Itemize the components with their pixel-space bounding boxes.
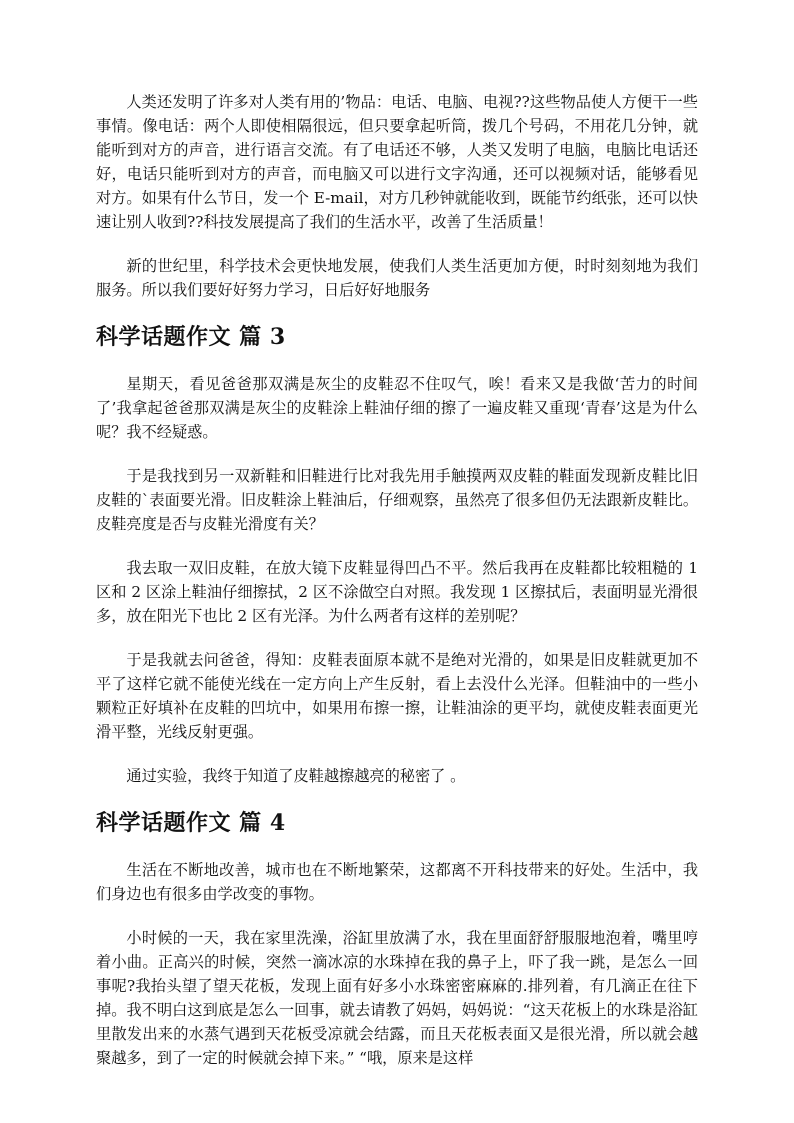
paragraph-compare-shoes: 于是我找到另一双新鞋和旧鞋进行比对我先用手触摸两双皮鞋的鞋面发现新皮鞋比旧皮鞋的`表面要光滑。旧皮鞋涂上鞋油后，仔细观察，虽然亮了很多但仍无法跟新皮鞋比。皮鞋亮度是否与皮鞋光滑度有关？ (96, 467, 698, 533)
paragraph-ask-dad: 于是我就去问爸爸，得知：皮鞋表面原本就不是绝对光滑的，如果是旧皮鞋就更加不平了这样它就不能使光线在一定方向上产生反射，看上去没什么光泽。但鞋油中的一些小颗粒正好填补在皮鞋的凹坑中，如果用布擦一擦，让鞋油涂的更平均，就使皮鞋表面更光滑平整，光线反射更强。 (96, 651, 698, 741)
paragraph-conclusion: 通过实验，我终于知道了皮鞋越擦越亮的秘密了 。 (126, 767, 466, 785)
paragraph-inventions: 人类还发明了许多对人类有用的’物品：电话、电脑、电视??这些物品使人方便干一些事情。像电话：两个人即使相隔很远，但只要拿起听筒，拨几个号码，不用花几分钟，就能听到对方的声音，进行语言交流。有了电话还不够，人类又发明了电脑，电脑比电话还好，电话只能听到对方的声音，而电脑又可以进行文字沟通，还可以视频对话，能够看见对方。如果有什么节日，发一个 E-mail，对方几秒钟就能收到，既能节约纸张，还可以快速让别人收到??科技发展提高了我们的生活水平，改善了生活质量！ (96, 93, 698, 231)
paragraph-magnifier: 我去取一双旧皮鞋，在放大镜下皮鞋显得凹凸不平。然后我再在皮鞋都比较粗糙的 1 区和 2 区涂上鞋油仔细擦拭，2 区不涂做空白对照。我发现 1 区擦拭后，表面明显光滑很多，放在阳光下也比 2 区有光泽。为什么两者有这样的差别呢？ (96, 559, 698, 625)
document-page (96, 90, 698, 1090)
section-heading-3: 科学话题作文 篇 3 (96, 324, 286, 350)
paragraph-sunday-shoes: 星期天，看见爸爸那双满是灰尘的皮鞋忍不住叹气，唉！看来又是我做‘苦力的时间了’我拿起爸爸那双满是灰尘的皮鞋涂上鞋油仔细的擦了一遍皮鞋又重现‘青春’这是为什么呢？我不经疑惑。 (96, 375, 698, 441)
paragraph-bath-story: 小时候的一天，我在家里洗澡，浴缸里放满了水，我在里面舒舒服服地泡着，嘴里哼着小曲。正高兴的时候，突然一滴冰凉的水珠掉在我的鼻子上，吓了我一跳，是怎么一回事呢?我抬头望了望天花板，发现上面有好多小水珠密密麻麻的.排列着，有几滴正在往下掉。我不明白这到底是怎么一回事，就去请教了妈妈，妈妈说：“这天花板上的水珠是浴缸里散发出来的水蒸气遇到天花板受凉就会结露，而且天花板表面又是很光滑，所以就会越聚越多，到了一定的时候就会掉下来。” “哦，原来是这样 (96, 929, 698, 1067)
section-heading-4: 科学话题作文 篇 4 (96, 810, 286, 836)
paragraph-new-century: 新的世纪里，科学技术会更快地发展，使我们人类生活更加方便，时时刻刻地为我们服务。所以我们要好好努力学习，日后好好地服务 (96, 257, 698, 299)
paragraph-city-tech: 生活在不断地改善，城市也在不断地繁荣，这都离不开科技带来的好处。生活中，我们身边也有很多由学改变的事物。 (96, 861, 698, 903)
